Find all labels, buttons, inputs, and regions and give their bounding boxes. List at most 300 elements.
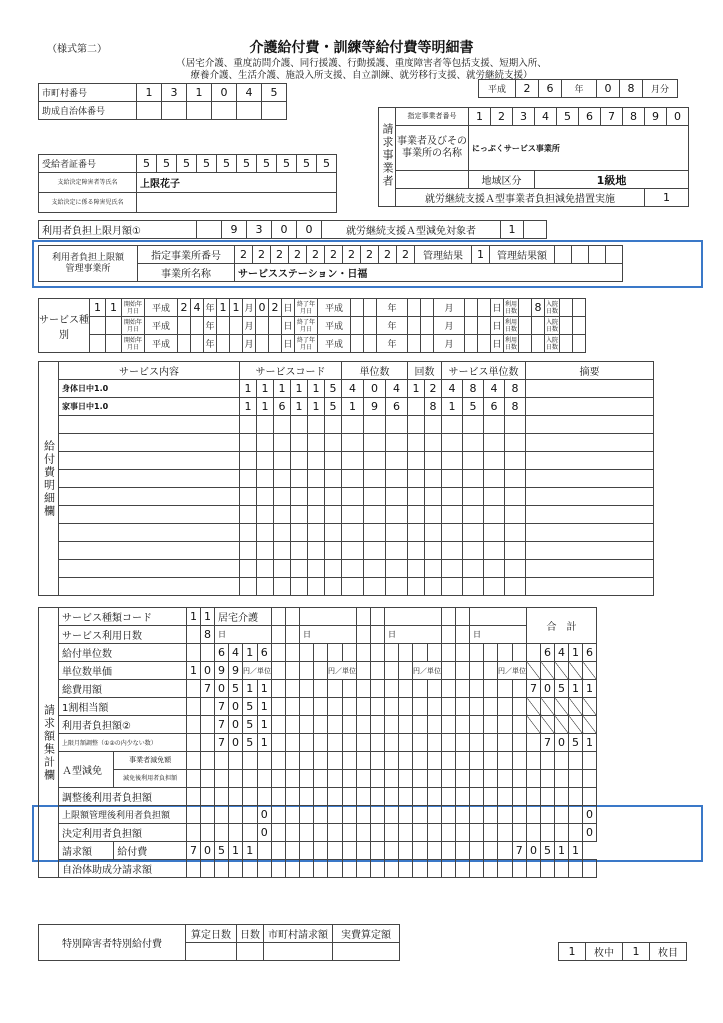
count-digit[interactable] (425, 578, 442, 596)
value-digit[interactable] (257, 770, 272, 788)
value-digit[interactable] (357, 860, 371, 878)
service-code-digit[interactable] (325, 578, 342, 596)
value-digit[interactable] (399, 644, 413, 662)
value-digit[interactable] (512, 788, 527, 806)
value-digit[interactable] (371, 860, 385, 878)
claim-total-digit[interactable]: 5 (541, 842, 555, 860)
service-code-digit[interactable] (291, 452, 308, 470)
value-digit[interactable] (187, 824, 201, 842)
service-units-digit[interactable] (505, 560, 526, 578)
value-digit[interactable]: 7 (215, 734, 229, 752)
units-digit[interactable] (364, 470, 386, 488)
value-digit[interactable] (300, 734, 314, 752)
value-digit[interactable] (427, 698, 442, 716)
start-year-digit[interactable] (178, 317, 191, 335)
value-digit[interactable] (229, 752, 243, 770)
claim-digit[interactable] (314, 842, 328, 860)
start-year-digit[interactable] (191, 335, 204, 353)
service-code-digit[interactable] (274, 524, 291, 542)
value-digit[interactable] (357, 770, 371, 788)
value-digit[interactable] (456, 806, 470, 824)
service-units-digit[interactable] (442, 416, 463, 434)
value-digit[interactable] (413, 860, 428, 878)
value-digit-total[interactable]: 6 (583, 644, 597, 662)
value-digit[interactable] (456, 716, 470, 734)
remarks[interactable] (526, 506, 654, 524)
value-digit[interactable] (427, 860, 442, 878)
service-units-digit[interactable] (484, 488, 505, 506)
service-units-digit[interactable]: 4 (484, 380, 505, 398)
service-content[interactable] (59, 452, 240, 470)
value-digit-total[interactable]: 0 (541, 680, 555, 698)
value-digit[interactable] (456, 680, 470, 698)
mgmt-amount-digit[interactable] (555, 246, 572, 264)
value-digit[interactable] (257, 752, 272, 770)
value-digit[interactable] (498, 806, 513, 824)
value-digit[interactable] (484, 680, 498, 698)
value-digit[interactable] (427, 770, 442, 788)
days-digit[interactable] (532, 335, 545, 353)
mgmt-amount-digit[interactable] (572, 246, 589, 264)
special-cell[interactable] (333, 943, 400, 961)
service-code-digit[interactable] (325, 542, 342, 560)
count-digit[interactable] (425, 542, 442, 560)
value-digit[interactable] (215, 860, 229, 878)
value-digit[interactable] (272, 644, 286, 662)
service-code-digit[interactable]: 1 (257, 380, 274, 398)
provider-number-digit[interactable]: 9 (645, 108, 667, 126)
units-digit[interactable] (364, 524, 386, 542)
value-digit[interactable] (498, 824, 513, 842)
service-content[interactable] (59, 542, 240, 560)
service-code-digit[interactable] (257, 416, 274, 434)
value-digit[interactable] (484, 860, 498, 878)
value-digit[interactable] (272, 680, 286, 698)
service-code-digit[interactable]: 1 (257, 398, 274, 416)
value-digit[interactable] (357, 806, 371, 824)
value-digit[interactable] (357, 734, 371, 752)
value-digit-total[interactable]: 5 (555, 680, 569, 698)
value-digit[interactable]: 5 (243, 716, 258, 734)
value-digit[interactable] (385, 752, 399, 770)
value-digit[interactable] (300, 716, 314, 734)
value-digit[interactable] (215, 806, 229, 824)
value-digit[interactable] (342, 680, 357, 698)
service-content[interactable]: 家事日中1.0 (59, 398, 240, 416)
value-digit-total[interactable] (527, 788, 541, 806)
value-digit[interactable] (328, 824, 343, 842)
value-digit[interactable] (314, 824, 328, 842)
start-day-digit[interactable] (256, 335, 269, 353)
special-cell[interactable] (237, 943, 264, 961)
start-month-digit[interactable] (230, 317, 243, 335)
value-digit[interactable] (201, 698, 215, 716)
days-digit[interactable] (272, 626, 286, 644)
end-day-digit[interactable] (465, 317, 478, 335)
value-digit-total[interactable] (527, 734, 541, 752)
value-digit[interactable] (512, 680, 527, 698)
units-digit[interactable] (386, 470, 408, 488)
service-code-digit[interactable] (308, 506, 325, 524)
value-digit[interactable] (470, 644, 484, 662)
end-year-digit[interactable] (351, 299, 364, 317)
value-digit-total[interactable] (541, 788, 555, 806)
service-code-digit[interactable] (240, 560, 257, 578)
price-digit[interactable]: 1 (187, 662, 201, 680)
value-digit[interactable] (456, 788, 470, 806)
count-digit[interactable] (425, 452, 442, 470)
price-digit[interactable] (399, 662, 413, 680)
service-units-digit[interactable] (442, 506, 463, 524)
price-digit[interactable] (371, 662, 385, 680)
type-code-digit[interactable] (357, 608, 371, 626)
end-day-digit[interactable] (465, 299, 478, 317)
value-digit[interactable] (243, 752, 258, 770)
aid-digit[interactable] (262, 102, 287, 120)
service-code-digit[interactable] (308, 524, 325, 542)
value-digit[interactable] (286, 770, 300, 788)
value-digit[interactable] (385, 734, 399, 752)
value-digit[interactable] (371, 824, 385, 842)
service-code-digit[interactable] (291, 488, 308, 506)
value-digit[interactable]: 1 (257, 680, 272, 698)
value-digit[interactable] (470, 752, 484, 770)
service-units-digit[interactable] (463, 488, 484, 506)
value-digit[interactable] (442, 788, 456, 806)
type-name[interactable] (385, 608, 442, 626)
service-code-digit[interactable] (291, 434, 308, 452)
count-digit[interactable]: 1 (408, 380, 425, 398)
service-code-digit[interactable]: 1 (240, 398, 257, 416)
hosp-digit[interactable] (560, 317, 573, 335)
type-name[interactable] (300, 608, 357, 626)
service-code-digit[interactable] (325, 452, 342, 470)
service-code-digit[interactable] (240, 470, 257, 488)
value-digit[interactable] (187, 806, 201, 824)
remarks[interactable] (526, 524, 654, 542)
units-digit[interactable] (364, 560, 386, 578)
units-digit[interactable] (386, 524, 408, 542)
value-digit-total[interactable] (541, 752, 555, 770)
value-digit[interactable] (427, 824, 442, 842)
service-units-digit[interactable] (442, 452, 463, 470)
value-digit-total[interactable] (569, 752, 583, 770)
service-code-digit[interactable] (240, 578, 257, 596)
type-code-digit[interactable] (371, 608, 385, 626)
count-digit[interactable]: 2 (425, 380, 442, 398)
service-code-digit[interactable] (257, 506, 274, 524)
total-digit[interactable]: 0 (583, 806, 597, 824)
service-content[interactable] (59, 434, 240, 452)
value-digit[interactable] (357, 680, 371, 698)
value-digit[interactable] (257, 860, 272, 878)
claim-digit[interactable] (300, 842, 314, 860)
days-digit[interactable] (519, 299, 532, 317)
value-digit[interactable] (314, 788, 328, 806)
value-digit[interactable] (442, 698, 456, 716)
service-content[interactable] (59, 524, 240, 542)
region-value[interactable]: 1級地 (535, 171, 689, 189)
price-digit[interactable]: 0 (201, 662, 215, 680)
mgmt-no-digit[interactable]: 2 (379, 246, 397, 264)
value-digit[interactable] (470, 788, 484, 806)
service-content[interactable] (59, 488, 240, 506)
value-digit[interactable] (272, 716, 286, 734)
value-digit[interactable] (328, 680, 343, 698)
value-digit[interactable] (512, 752, 527, 770)
mgmt-no-digit[interactable]: 2 (235, 246, 253, 264)
value-digit[interactable] (512, 860, 527, 878)
value-digit[interactable] (215, 824, 229, 842)
value-digit[interactable] (371, 806, 385, 824)
value-digit-total[interactable] (569, 770, 583, 788)
provider-number-digit[interactable]: 6 (579, 108, 601, 126)
value-digit[interactable] (399, 770, 413, 788)
value-digit-total[interactable] (555, 752, 569, 770)
units-digit[interactable] (342, 488, 364, 506)
total-digit[interactable] (527, 806, 541, 824)
start-year-digit[interactable]: 4 (191, 299, 204, 317)
value-digit[interactable] (187, 680, 201, 698)
mgmt-no-digit[interactable]: 2 (361, 246, 379, 264)
municipality-digit[interactable]: 4 (237, 84, 262, 102)
value-digit[interactable] (385, 644, 399, 662)
start-day-digit[interactable]: 2 (269, 299, 282, 317)
value-digit[interactable] (201, 788, 215, 806)
price-digit[interactable]: 9 (215, 662, 229, 680)
value-digit[interactable] (484, 716, 498, 734)
service-units-digit[interactable] (463, 560, 484, 578)
units-digit[interactable] (364, 542, 386, 560)
units-digit[interactable] (342, 416, 364, 434)
service-code-digit[interactable] (308, 470, 325, 488)
value-digit[interactable] (286, 734, 300, 752)
value-digit[interactable] (342, 770, 357, 788)
service-code-digit[interactable] (257, 542, 274, 560)
value-digit[interactable] (470, 824, 484, 842)
value-digit[interactable] (399, 716, 413, 734)
value-digit[interactable] (328, 788, 343, 806)
value-digit[interactable] (243, 860, 258, 878)
value-digit[interactable] (187, 860, 201, 878)
service-code-digit[interactable] (274, 470, 291, 488)
service-content[interactable] (59, 470, 240, 488)
value-digit[interactable] (314, 716, 328, 734)
count-digit[interactable] (408, 452, 425, 470)
service-code-digit[interactable]: 1 (291, 380, 308, 398)
value-digit[interactable] (342, 734, 357, 752)
value-digit[interactable] (484, 698, 498, 716)
value-digit[interactable] (342, 716, 357, 734)
value-digit[interactable]: 7 (215, 698, 229, 716)
value-digit[interactable] (399, 788, 413, 806)
price-digit[interactable] (357, 662, 371, 680)
cert-digit[interactable]: 5 (197, 155, 217, 173)
recipient-name[interactable]: 上限花子 (137, 173, 337, 193)
service-code-digit[interactable] (325, 434, 342, 452)
value-digit[interactable] (385, 716, 399, 734)
claim-digit[interactable] (328, 842, 343, 860)
end-month-digit[interactable] (408, 299, 421, 317)
page-number[interactable]: 1 (623, 943, 650, 961)
end-year-digit[interactable] (351, 335, 364, 353)
value-digit[interactable] (201, 824, 215, 842)
units-digit[interactable] (342, 560, 364, 578)
value-digit[interactable] (413, 644, 428, 662)
claim-digit[interactable] (272, 842, 286, 860)
service-code-digit[interactable] (308, 434, 325, 452)
cert-digit[interactable]: 5 (217, 155, 237, 173)
service-code-digit[interactable] (291, 524, 308, 542)
value-digit[interactable]: 5 (229, 680, 243, 698)
units-digit[interactable] (386, 452, 408, 470)
provider-number-digit[interactable]: 4 (535, 108, 557, 126)
claim-digit[interactable] (484, 842, 498, 860)
mgmt-office[interactable]: サービスステーション・日福 (235, 264, 623, 282)
value-digit[interactable]: 5 (243, 734, 258, 752)
days-digit[interactable]: 8 (532, 299, 545, 317)
hosp-digit[interactable] (573, 299, 586, 317)
value-digit[interactable] (427, 644, 442, 662)
value-digit[interactable] (427, 806, 442, 824)
value-digit[interactable] (385, 824, 399, 842)
service-code-digit[interactable] (274, 434, 291, 452)
days-digit[interactable] (456, 626, 470, 644)
value-digit[interactable] (371, 716, 385, 734)
value-digit[interactable] (243, 770, 258, 788)
units-digit[interactable]: 4 (386, 380, 408, 398)
value-digit[interactable] (442, 806, 456, 824)
service-code-digit[interactable] (274, 578, 291, 596)
value-digit[interactable] (456, 644, 470, 662)
value-digit[interactable] (385, 770, 399, 788)
value-digit[interactable] (399, 824, 413, 842)
value-digit[interactable] (427, 752, 442, 770)
count-digit[interactable] (408, 524, 425, 542)
value-digit[interactable] (215, 752, 229, 770)
service-code-digit[interactable] (274, 542, 291, 560)
units-digit[interactable]: 0 (364, 380, 386, 398)
value-digit[interactable] (456, 734, 470, 752)
service-code-digit[interactable] (291, 470, 308, 488)
units-digit[interactable] (364, 416, 386, 434)
value-digit[interactable] (272, 770, 286, 788)
service-code-digit[interactable] (325, 488, 342, 506)
value-digit[interactable] (187, 644, 201, 662)
value-digit[interactable] (229, 824, 243, 842)
claim-digit[interactable]: 0 (201, 842, 215, 860)
value-digit[interactable] (201, 734, 215, 752)
price-digit[interactable] (314, 662, 328, 680)
claim-digit[interactable]: 5 (215, 842, 229, 860)
service-units-digit[interactable] (484, 434, 505, 452)
municipality-digit[interactable]: 1 (137, 84, 162, 102)
service-code-digit[interactable] (291, 578, 308, 596)
value-digit[interactable] (456, 860, 470, 878)
total-digit[interactable] (569, 806, 583, 824)
service-code-digit[interactable] (274, 452, 291, 470)
value-digit[interactable] (484, 734, 498, 752)
service-code-digit[interactable] (274, 560, 291, 578)
service-units-digit[interactable] (463, 434, 484, 452)
value-digit[interactable] (498, 734, 513, 752)
value-digit[interactable] (357, 644, 371, 662)
value-digit-total[interactable] (541, 860, 555, 878)
value-digit[interactable]: 0 (229, 734, 243, 752)
claim-digit[interactable]: 1 (229, 842, 243, 860)
value-digit[interactable] (399, 752, 413, 770)
service-code-digit[interactable] (240, 542, 257, 560)
service-units-digit[interactable] (505, 542, 526, 560)
service-units-digit[interactable] (484, 542, 505, 560)
service-code-digit[interactable] (240, 524, 257, 542)
value-digit-total[interactable] (569, 788, 583, 806)
service-code-digit[interactable] (308, 560, 325, 578)
value-digit[interactable] (399, 860, 413, 878)
aid-digit[interactable] (212, 102, 237, 120)
value-digit[interactable] (300, 680, 314, 698)
value-digit[interactable] (470, 716, 484, 734)
value-digit[interactable] (427, 734, 442, 752)
value-digit[interactable] (187, 788, 201, 806)
value-digit[interactable]: 4 (229, 644, 243, 662)
value-digit[interactable]: 0 (229, 698, 243, 716)
count-digit[interactable] (408, 506, 425, 524)
service-units-digit[interactable] (505, 506, 526, 524)
claim-digit[interactable] (456, 842, 470, 860)
remarks[interactable] (526, 488, 654, 506)
end-month-digit[interactable] (421, 335, 434, 353)
aid-digit[interactable] (237, 102, 262, 120)
claim-digit[interactable] (399, 842, 413, 860)
value-digit[interactable] (484, 770, 498, 788)
days-digit[interactable] (357, 626, 371, 644)
price-digit[interactable] (484, 662, 498, 680)
value-digit[interactable]: 0 (257, 824, 272, 842)
value-digit[interactable] (399, 734, 413, 752)
total-digit[interactable]: 0 (583, 824, 597, 842)
service-code-digit[interactable] (240, 488, 257, 506)
municipality-digit[interactable]: 1 (187, 84, 212, 102)
value-digit-total[interactable] (527, 860, 541, 878)
mgmt-no-digit[interactable]: 2 (397, 246, 415, 264)
value-digit[interactable] (484, 752, 498, 770)
claim-digit[interactable] (413, 842, 428, 860)
service-code-digit[interactable] (257, 560, 274, 578)
end-year-digit[interactable] (351, 317, 364, 335)
units-digit[interactable] (386, 578, 408, 596)
count-digit[interactable] (408, 542, 425, 560)
type-code-digit[interactable] (272, 608, 286, 626)
value-digit[interactable] (470, 698, 484, 716)
value-digit[interactable] (357, 788, 371, 806)
value-digit[interactable] (300, 770, 314, 788)
claim-digit[interactable] (385, 842, 399, 860)
value-digit[interactable] (300, 806, 314, 824)
value-digit[interactable] (243, 806, 258, 824)
value-digit[interactable] (215, 770, 229, 788)
units-digit[interactable] (364, 488, 386, 506)
service-units-digit[interactable] (463, 524, 484, 542)
units-digit[interactable] (342, 542, 364, 560)
value-digit[interactable] (413, 680, 428, 698)
value-digit[interactable] (286, 788, 300, 806)
value-digit[interactable] (300, 824, 314, 842)
start-day-digit[interactable]: 0 (256, 299, 269, 317)
service-code-digit[interactable] (240, 506, 257, 524)
total-digit[interactable] (527, 824, 541, 842)
value-digit[interactable] (229, 788, 243, 806)
